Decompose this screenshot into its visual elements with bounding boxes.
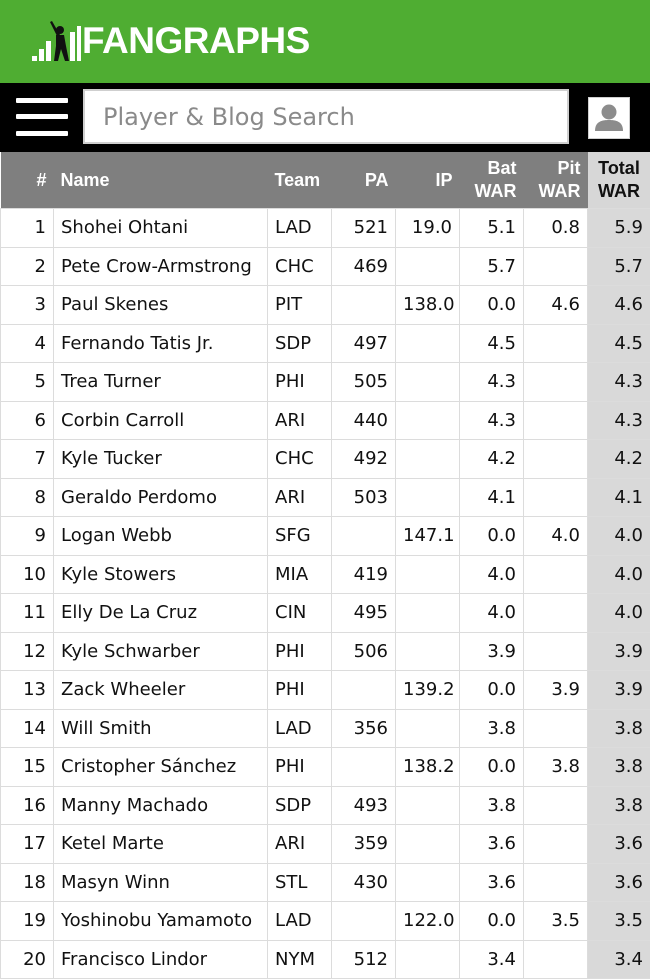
- cell-total-war: 3.9: [588, 632, 650, 671]
- cell-pa: 492: [332, 440, 396, 479]
- cell-team[interactable]: CHC: [268, 247, 332, 286]
- cell-player-name[interactable]: Cristopher Sánchez: [54, 748, 268, 787]
- cell-player-name[interactable]: Fernando Tatis Jr.: [54, 324, 268, 363]
- cell-pa: 359: [332, 825, 396, 864]
- cell-player-name[interactable]: Corbin Carroll: [54, 401, 268, 440]
- cell-bat-war: 4.1: [460, 478, 524, 517]
- cell-team[interactable]: NYM: [268, 940, 332, 979]
- cell-player-name[interactable]: Masyn Winn: [54, 863, 268, 902]
- cell-team[interactable]: LAD: [268, 709, 332, 748]
- col-header-pit-war-line1: Pit: [557, 158, 580, 178]
- table-row: [1, 478, 650, 517]
- user-account-button[interactable]: [588, 97, 630, 139]
- cell-player-name[interactable]: Francisco Lindor: [54, 940, 268, 979]
- col-header-total-war-line2: WAR: [598, 181, 640, 201]
- cell-player-name[interactable]: Shohei Ohtani: [54, 209, 268, 248]
- cell-total-war: 3.8: [588, 748, 650, 787]
- search-bar: [0, 83, 650, 152]
- cell-pit-war: [524, 709, 588, 748]
- cell-bat-war: 5.7: [460, 247, 524, 286]
- cell-total-war: 3.4: [588, 940, 650, 979]
- cell-ip: [396, 709, 460, 748]
- table-row: [1, 286, 650, 325]
- cell-pit-war: [524, 594, 588, 633]
- cell-pa: 505: [332, 363, 396, 402]
- table-row: [1, 247, 650, 286]
- cell-bat-war: 3.8: [460, 709, 524, 748]
- cell-bat-war: 4.0: [460, 594, 524, 633]
- cell-ip: 138.0: [396, 286, 460, 325]
- cell-player-name[interactable]: Manny Machado: [54, 786, 268, 825]
- logo-wordmark: FANGRAPHS: [82, 18, 310, 64]
- cell-team[interactable]: PHI: [268, 748, 332, 787]
- cell-rank: 4: [1, 324, 54, 363]
- col-header-ip[interactable]: IP: [396, 152, 460, 209]
- table-row: [1, 555, 650, 594]
- cell-rank: 17: [1, 825, 54, 864]
- cell-total-war: 4.0: [588, 594, 650, 633]
- cell-player-name[interactable]: Trea Turner: [54, 363, 268, 402]
- site-header: [0, 0, 650, 83]
- cell-pa: 419: [332, 555, 396, 594]
- cell-pa: 512: [332, 940, 396, 979]
- col-header-bat-war-line1: Bat: [487, 158, 516, 178]
- cell-team[interactable]: LAD: [268, 902, 332, 941]
- cell-rank: 18: [1, 863, 54, 902]
- cell-bat-war: 0.0: [460, 748, 524, 787]
- cell-rank: 16: [1, 786, 54, 825]
- cell-rank: 12: [1, 632, 54, 671]
- cell-bat-war: 3.6: [460, 863, 524, 902]
- cell-rank: 15: [1, 748, 54, 787]
- cell-pit-war: 0.8: [524, 209, 588, 248]
- user-account-icon: [589, 98, 629, 138]
- cell-pa: 497: [332, 324, 396, 363]
- cell-total-war: 4.3: [588, 401, 650, 440]
- cell-total-war: 5.7: [588, 247, 650, 286]
- cell-team[interactable]: STL: [268, 863, 332, 902]
- table-row: [1, 902, 650, 941]
- cell-total-war: 4.1: [588, 478, 650, 517]
- table-row: [1, 594, 650, 633]
- cell-ip: 147.1: [396, 517, 460, 556]
- cell-total-war: 3.9: [588, 671, 650, 710]
- cell-ip: 122.0: [396, 902, 460, 941]
- cell-pit-war: [524, 555, 588, 594]
- cell-team[interactable]: SDP: [268, 786, 332, 825]
- col-header-pa[interactable]: PA: [332, 152, 396, 209]
- cell-ip: [396, 594, 460, 633]
- cell-ip: [396, 324, 460, 363]
- cell-ip: 19.0: [396, 209, 460, 248]
- cell-pa: [332, 517, 396, 556]
- cell-pit-war: 3.5: [524, 902, 588, 941]
- cell-pit-war: [524, 863, 588, 902]
- table-row: [1, 709, 650, 748]
- cell-rank: 8: [1, 478, 54, 517]
- cell-bat-war: 4.3: [460, 363, 524, 402]
- cell-rank: 7: [1, 440, 54, 479]
- cell-bat-war: 3.8: [460, 786, 524, 825]
- cell-rank: 3: [1, 286, 54, 325]
- cell-player-name[interactable]: Elly De La Cruz: [54, 594, 268, 633]
- cell-pa: 440: [332, 401, 396, 440]
- table-row: [1, 825, 650, 864]
- war-leaderboard-table: [0, 152, 650, 979]
- cell-rank: 6: [1, 401, 54, 440]
- cell-pit-war: [524, 825, 588, 864]
- cell-bat-war: 3.6: [460, 825, 524, 864]
- cell-pit-war: [524, 940, 588, 979]
- cell-ip: 138.2: [396, 748, 460, 787]
- cell-team[interactable]: SDP: [268, 324, 332, 363]
- cell-pa: 493: [332, 786, 396, 825]
- cell-pa: [332, 286, 396, 325]
- cell-player-name[interactable]: Kyle Schwarber: [54, 632, 268, 671]
- cell-pit-war: 3.9: [524, 671, 588, 710]
- cell-bat-war: 3.4: [460, 940, 524, 979]
- cell-bat-war: 0.0: [460, 671, 524, 710]
- cell-total-war: 3.6: [588, 863, 650, 902]
- search-input[interactable]: [83, 89, 569, 144]
- cell-total-war: 4.5: [588, 324, 650, 363]
- cell-team[interactable]: ARI: [268, 825, 332, 864]
- cell-ip: [396, 478, 460, 517]
- cell-total-war: 4.0: [588, 555, 650, 594]
- cell-team[interactable]: ARI: [268, 401, 332, 440]
- cell-pit-war: [524, 632, 588, 671]
- cell-player-name[interactable]: Pete Crow-Armstrong: [54, 247, 268, 286]
- cell-total-war: 5.9: [588, 209, 650, 248]
- cell-rank: 5: [1, 363, 54, 402]
- cell-pa: 506: [332, 632, 396, 671]
- cell-pit-war: [524, 401, 588, 440]
- cell-team[interactable]: SFG: [268, 517, 332, 556]
- cell-player-name[interactable]: Zack Wheeler: [54, 671, 268, 710]
- cell-ip: [396, 632, 460, 671]
- cell-team[interactable]: LAD: [268, 209, 332, 248]
- table-row: [1, 671, 650, 710]
- cell-pa: [332, 748, 396, 787]
- col-header-total-war-line1: Total: [598, 158, 640, 178]
- cell-ip: [396, 786, 460, 825]
- table-body: [1, 209, 650, 979]
- cell-pit-war: [524, 324, 588, 363]
- col-header-team[interactable]: Team: [268, 152, 332, 209]
- fangraphs-logo[interactable]: [30, 18, 310, 64]
- cell-bat-war: 4.3: [460, 401, 524, 440]
- cell-pit-war: [524, 363, 588, 402]
- cell-player-name[interactable]: Kyle Stowers: [54, 555, 268, 594]
- cell-player-name[interactable]: Will Smith: [54, 709, 268, 748]
- hamburger-menu-icon[interactable]: [16, 98, 68, 138]
- cell-pit-war: [524, 247, 588, 286]
- cell-pit-war: 4.0: [524, 517, 588, 556]
- cell-pit-war: 3.8: [524, 748, 588, 787]
- table-row: [1, 786, 650, 825]
- cell-bat-war: 5.1: [460, 209, 524, 248]
- cell-pa: 356: [332, 709, 396, 748]
- cell-rank: 11: [1, 594, 54, 633]
- cell-ip: [396, 440, 460, 479]
- cell-team[interactable]: CHC: [268, 440, 332, 479]
- cell-total-war: 4.2: [588, 440, 650, 479]
- cell-ip: [396, 555, 460, 594]
- cell-bat-war: 0.0: [460, 902, 524, 941]
- cell-player-name[interactable]: Yoshinobu Yamamoto: [54, 902, 268, 941]
- col-header-name[interactable]: Name: [54, 152, 268, 209]
- cell-rank: 20: [1, 940, 54, 979]
- col-header-bat-war[interactable]: [460, 152, 524, 209]
- cell-pa: 521: [332, 209, 396, 248]
- cell-team[interactable]: PHI: [268, 632, 332, 671]
- cell-ip: [396, 825, 460, 864]
- cell-total-war: 4.0: [588, 517, 650, 556]
- cell-pa: 469: [332, 247, 396, 286]
- cell-bat-war: 4.0: [460, 555, 524, 594]
- cell-total-war: 4.6: [588, 286, 650, 325]
- table-row: [1, 324, 650, 363]
- cell-ip: [396, 401, 460, 440]
- cell-player-name[interactable]: Paul Skenes: [54, 286, 268, 325]
- col-header-rank[interactable]: #: [1, 152, 54, 209]
- cell-player-name[interactable]: Ketel Marte: [54, 825, 268, 864]
- col-header-bat-war-line2: WAR: [475, 181, 517, 201]
- table-row: [1, 440, 650, 479]
- cell-bat-war: 4.2: [460, 440, 524, 479]
- cell-team[interactable]: CIN: [268, 594, 332, 633]
- table-row: [1, 863, 650, 902]
- cell-ip: [396, 863, 460, 902]
- table-row: [1, 209, 650, 248]
- cell-pa: 495: [332, 594, 396, 633]
- table-row: [1, 748, 650, 787]
- batter-silhouette-icon: [30, 18, 82, 64]
- cell-rank: 1: [1, 209, 54, 248]
- cell-team[interactable]: PHI: [268, 671, 332, 710]
- table-row: [1, 940, 650, 979]
- cell-rank: 19: [1, 902, 54, 941]
- cell-bat-war: 3.9: [460, 632, 524, 671]
- cell-ip: 139.2: [396, 671, 460, 710]
- cell-total-war: 3.6: [588, 825, 650, 864]
- cell-total-war: 4.3: [588, 363, 650, 402]
- table-row: [1, 632, 650, 671]
- col-header-pit-war-line2: WAR: [539, 181, 581, 201]
- cell-rank: 2: [1, 247, 54, 286]
- cell-team[interactable]: PHI: [268, 363, 332, 402]
- table-row: [1, 401, 650, 440]
- cell-pit-war: [524, 440, 588, 479]
- cell-rank: 9: [1, 517, 54, 556]
- cell-ip: [396, 247, 460, 286]
- cell-pa: [332, 671, 396, 710]
- cell-bat-war: 0.0: [460, 286, 524, 325]
- cell-pit-war: [524, 786, 588, 825]
- cell-ip: [396, 363, 460, 402]
- cell-pa: [332, 902, 396, 941]
- table-row: [1, 517, 650, 556]
- cell-team[interactable]: PIT: [268, 286, 332, 325]
- cell-total-war: 3.5: [588, 902, 650, 941]
- cell-bat-war: 4.5: [460, 324, 524, 363]
- cell-bat-war: 0.0: [460, 517, 524, 556]
- cell-rank: 13: [1, 671, 54, 710]
- col-header-pit-war[interactable]: [524, 152, 588, 209]
- cell-pa: 430: [332, 863, 396, 902]
- cell-ip: [396, 940, 460, 979]
- cell-rank: 10: [1, 555, 54, 594]
- cell-player-name[interactable]: Kyle Tucker: [54, 440, 268, 479]
- cell-player-name[interactable]: Geraldo Perdomo: [54, 478, 268, 517]
- cell-total-war: 3.8: [588, 786, 650, 825]
- cell-pa: 503: [332, 478, 396, 517]
- col-header-total-war[interactable]: [588, 152, 650, 209]
- table-header: [1, 152, 650, 209]
- cell-team[interactable]: MIA: [268, 555, 332, 594]
- cell-rank: 14: [1, 709, 54, 748]
- cell-player-name[interactable]: Logan Webb: [54, 517, 268, 556]
- cell-team[interactable]: ARI: [268, 478, 332, 517]
- cell-pit-war: 4.6: [524, 286, 588, 325]
- table-row: [1, 363, 650, 402]
- cell-total-war: 3.8: [588, 709, 650, 748]
- cell-pit-war: [524, 478, 588, 517]
